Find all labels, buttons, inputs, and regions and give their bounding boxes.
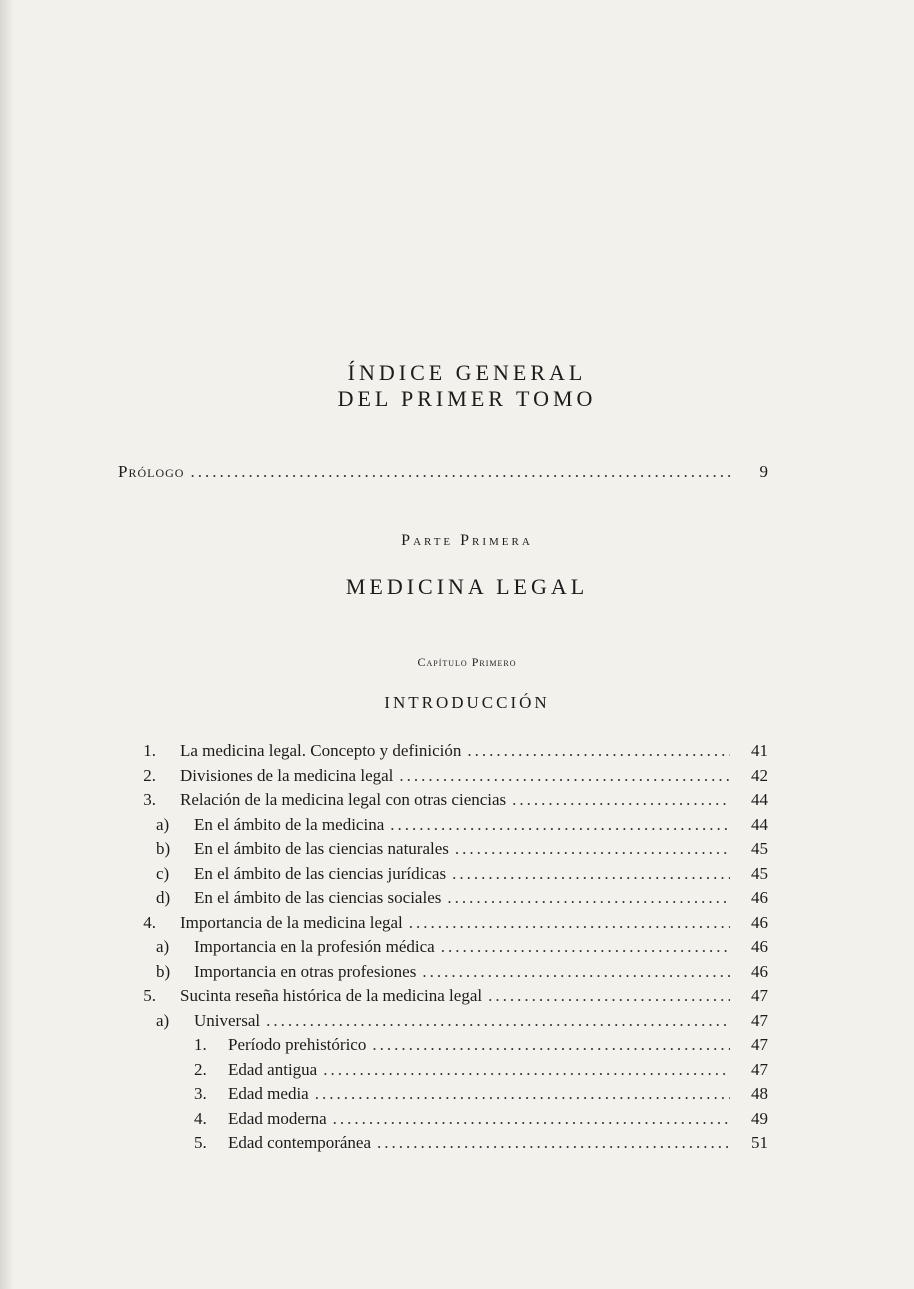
entry-text: Importancia en otras profesiones xyxy=(194,961,417,981)
toc-subentry xyxy=(118,888,768,913)
entry-page: 51 xyxy=(751,1133,768,1152)
entry-number: 2. xyxy=(143,765,156,785)
chapter-label: Capítulo Primero xyxy=(417,655,517,669)
entry-number: 3. xyxy=(143,790,156,809)
entry-text: En el ámbito de las ciencias naturales xyxy=(194,839,449,858)
dot-leader xyxy=(190,462,732,482)
entry-text: Edad media xyxy=(228,1084,309,1103)
toc-subentry xyxy=(118,937,768,962)
dot-leader xyxy=(422,962,730,982)
dot-leader xyxy=(488,986,730,1006)
toc-subsubentry xyxy=(118,1133,768,1158)
entry-text: Edad moderna xyxy=(228,1108,327,1128)
subentry-letter: d) xyxy=(156,888,171,907)
subentry-letter: c) xyxy=(156,863,170,883)
entry-page: 46 xyxy=(751,912,768,932)
entry-text: Divisiones de la medicina legal xyxy=(180,765,394,785)
entry-page: 49 xyxy=(751,1108,768,1128)
subsubentry-number: 1. xyxy=(194,1035,207,1054)
dot-leader xyxy=(377,1133,730,1153)
subentry-letter: a) xyxy=(156,937,170,956)
dot-leader xyxy=(447,888,730,908)
toc-subentry xyxy=(118,864,768,889)
dot-leader xyxy=(467,741,730,761)
toc-subentry xyxy=(118,962,768,987)
entry-text: En el ámbito de las ciencias sociales xyxy=(194,888,442,907)
subsubentry-number: 5. xyxy=(194,1133,207,1152)
entry-text: Edad contemporánea xyxy=(228,1133,372,1152)
toc-entry xyxy=(118,986,768,1011)
subsubentry-number: 2. xyxy=(194,1059,207,1079)
subentry-letter: a) xyxy=(156,1010,170,1030)
prologo-label: Prólogo xyxy=(118,462,185,481)
toc-list xyxy=(118,741,768,1158)
toc-subsubentry xyxy=(118,1109,768,1134)
subentry-letter: b) xyxy=(156,961,171,981)
chapter-title: INTRODUCCIÓN xyxy=(384,693,550,712)
dot-leader xyxy=(266,1011,730,1031)
page-gutter xyxy=(0,0,14,1289)
entry-text: Relación de la medicina legal con otras ciencias xyxy=(180,790,507,809)
entry-page: 47 xyxy=(751,986,768,1005)
entry-text: Sucinta reseña histórica de la medicina legal xyxy=(180,986,483,1005)
entry-text: Período prehistórico xyxy=(228,1035,367,1054)
prologo-page: 9 xyxy=(759,462,768,481)
dot-leader xyxy=(399,766,730,786)
dot-leader xyxy=(409,913,730,933)
toc-entry xyxy=(118,790,768,815)
dot-leader xyxy=(315,1084,730,1104)
toc-subentry xyxy=(118,1011,768,1036)
dot-leader xyxy=(390,815,730,835)
entry-text: Universal xyxy=(194,1010,261,1030)
entry-page: 46 xyxy=(751,961,768,981)
subsubentry-number: 3. xyxy=(194,1084,207,1103)
dot-leader xyxy=(441,937,730,957)
dot-leader xyxy=(372,1035,730,1055)
subentry-letter: b) xyxy=(156,839,171,858)
entry-page: 41 xyxy=(751,741,768,760)
dot-leader xyxy=(333,1109,730,1129)
entry-page: 44 xyxy=(751,814,768,834)
entry-page: 42 xyxy=(751,765,768,785)
entry-text: Edad antigua xyxy=(228,1059,318,1079)
entry-number: 1. xyxy=(143,741,156,760)
entry-page: 44 xyxy=(751,790,768,809)
entry-number: 5. xyxy=(143,986,156,1005)
dot-leader xyxy=(455,839,730,859)
entry-text: Importancia de la medicina legal xyxy=(180,912,403,932)
dot-leader xyxy=(452,864,730,884)
entry-text: En el ámbito de las ciencias jurídicas xyxy=(194,863,447,883)
dot-leader xyxy=(323,1060,730,1080)
subsubentry-number: 4. xyxy=(194,1108,207,1128)
toc-subsubentry xyxy=(118,1084,768,1109)
toc-subentry xyxy=(118,839,768,864)
toc-subsubentry xyxy=(118,1035,768,1060)
entry-page: 48 xyxy=(751,1084,768,1103)
entry-page: 46 xyxy=(751,888,768,907)
entry-text: Importancia en la profesión médica xyxy=(194,937,435,956)
toc-subsubentry xyxy=(118,1060,768,1085)
entry-number: 4. xyxy=(143,912,156,932)
entry-page: 47 xyxy=(751,1035,768,1054)
toc-subentry xyxy=(118,815,768,840)
entry-text: La medicina legal. Concepto y definición xyxy=(180,741,462,760)
part-label: Parte Primera xyxy=(401,532,533,549)
entry-page: 45 xyxy=(751,863,768,883)
entry-text: En el ámbito de la medicina xyxy=(194,814,385,834)
entry-page: 46 xyxy=(751,937,768,956)
entry-page: 47 xyxy=(751,1010,768,1030)
entry-page: 47 xyxy=(751,1059,768,1079)
part-title: MEDICINA LEGAL xyxy=(345,574,589,599)
toc-entry-prologo xyxy=(118,462,768,482)
index-title-line2: DEL PRIMER TOMO xyxy=(337,386,597,411)
subentry-letter: a) xyxy=(156,814,170,834)
toc-entry xyxy=(118,913,768,938)
entry-page: 45 xyxy=(751,839,768,858)
index-title-line1: ÍNDICE GENERAL xyxy=(347,360,587,385)
toc-entry xyxy=(118,741,768,766)
dot-leader xyxy=(512,790,730,810)
toc-entry xyxy=(118,766,768,791)
